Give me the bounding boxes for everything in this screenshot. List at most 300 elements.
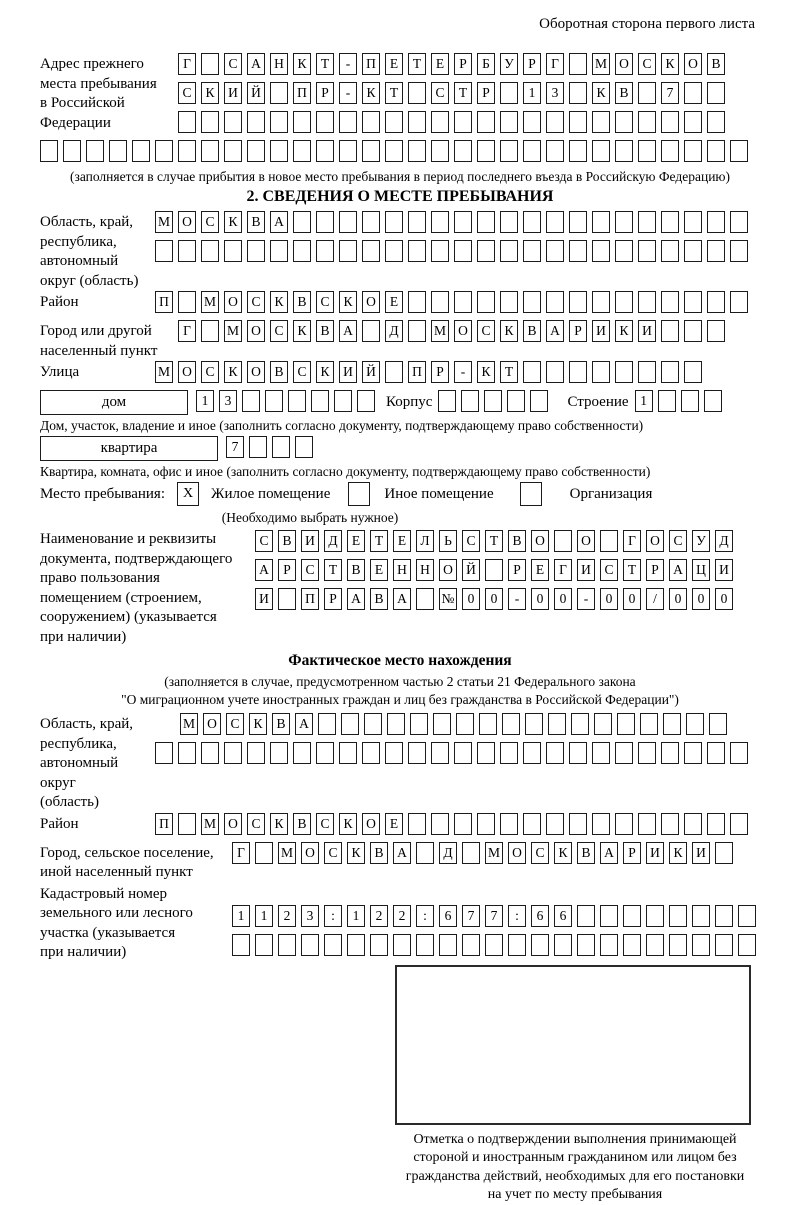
char-box[interactable] <box>707 813 725 835</box>
char-box[interactable]: О <box>362 291 380 313</box>
char-box[interactable]: В <box>247 211 265 233</box>
char-box[interactable]: А <box>393 588 411 610</box>
char-box[interactable] <box>546 140 564 162</box>
char-box[interactable] <box>709 713 727 735</box>
char-box[interactable] <box>715 842 733 864</box>
char-box[interactable] <box>523 361 541 383</box>
char-box[interactable]: Г <box>178 53 196 75</box>
char-box[interactable] <box>431 111 449 133</box>
char-box[interactable]: В <box>293 291 311 313</box>
char-box[interactable]: 0 <box>462 588 480 610</box>
char-box[interactable]: Р <box>508 559 526 581</box>
char-box[interactable] <box>523 291 541 313</box>
char-box[interactable]: К <box>669 842 687 864</box>
char-box[interactable]: С <box>293 361 311 383</box>
char-box[interactable] <box>500 111 518 133</box>
char-box[interactable] <box>615 111 633 133</box>
char-box[interactable] <box>247 111 265 133</box>
char-box[interactable] <box>684 813 702 835</box>
char-box[interactable]: Р <box>623 842 641 864</box>
char-box[interactable]: Й <box>362 361 380 383</box>
char-box[interactable] <box>669 934 687 956</box>
char-box[interactable]: Е <box>385 53 403 75</box>
char-box[interactable]: О <box>301 842 319 864</box>
char-box[interactable] <box>600 905 618 927</box>
char-box[interactable] <box>730 813 748 835</box>
char-box[interactable] <box>684 240 702 262</box>
char-box[interactable] <box>615 211 633 233</box>
char-box[interactable]: П <box>155 291 173 313</box>
char-box[interactable]: Р <box>569 320 587 342</box>
char-box[interactable] <box>454 111 472 133</box>
char-box[interactable]: Т <box>454 82 472 104</box>
char-box[interactable]: О <box>439 559 457 581</box>
char-box[interactable] <box>265 390 283 412</box>
char-box[interactable]: К <box>249 713 267 735</box>
char-box[interactable] <box>178 111 196 133</box>
char-box[interactable] <box>272 436 290 458</box>
char-box[interactable] <box>461 390 479 412</box>
char-box[interactable] <box>523 813 541 835</box>
char-box[interactable] <box>715 905 733 927</box>
char-box[interactable]: С <box>247 291 265 313</box>
char-box[interactable]: П <box>362 53 380 75</box>
char-box[interactable] <box>638 742 656 764</box>
char-box[interactable] <box>155 240 173 262</box>
char-box[interactable]: О <box>247 361 265 383</box>
char-box[interactable]: В <box>577 842 595 864</box>
char-box[interactable] <box>615 140 633 162</box>
char-box[interactable]: В <box>508 530 526 552</box>
char-box[interactable]: Р <box>523 53 541 75</box>
char-box[interactable] <box>615 240 633 262</box>
char-box[interactable]: М <box>592 53 610 75</box>
char-box[interactable]: М <box>201 813 219 835</box>
char-box[interactable] <box>408 813 426 835</box>
char-box[interactable]: Н <box>416 559 434 581</box>
char-box[interactable]: В <box>270 361 288 383</box>
char-box[interactable] <box>523 111 541 133</box>
char-box[interactable]: 0 <box>669 588 687 610</box>
char-box[interactable]: Е <box>531 559 549 581</box>
char-box[interactable] <box>500 813 518 835</box>
char-box[interactable]: С <box>201 211 219 233</box>
checkbox-inoe[interactable] <box>348 482 370 506</box>
char-box[interactable]: А <box>600 842 618 864</box>
char-box[interactable] <box>454 742 472 764</box>
char-box[interactable]: К <box>270 291 288 313</box>
char-box[interactable] <box>410 713 428 735</box>
char-box[interactable]: К <box>201 82 219 104</box>
char-box[interactable]: И <box>224 82 242 104</box>
char-box[interactable]: 1 <box>196 390 214 412</box>
char-box[interactable]: С <box>462 530 480 552</box>
char-box[interactable] <box>247 240 265 262</box>
char-box[interactable]: Й <box>462 559 480 581</box>
char-box[interactable] <box>592 240 610 262</box>
char-box[interactable] <box>324 934 342 956</box>
char-box[interactable] <box>270 82 288 104</box>
char-box[interactable]: С <box>201 361 219 383</box>
char-box[interactable]: Е <box>431 53 449 75</box>
char-box[interactable]: 1 <box>347 905 365 927</box>
char-box[interactable]: И <box>646 842 664 864</box>
char-box[interactable]: О <box>577 530 595 552</box>
char-box[interactable]: 0 <box>485 588 503 610</box>
char-box[interactable]: А <box>393 842 411 864</box>
char-box[interactable] <box>278 588 296 610</box>
char-box[interactable] <box>592 111 610 133</box>
char-box[interactable]: К <box>339 813 357 835</box>
char-box[interactable]: К <box>500 320 518 342</box>
char-box[interactable] <box>341 713 359 735</box>
char-box[interactable]: К <box>347 842 365 864</box>
char-box[interactable]: В <box>272 713 290 735</box>
char-box[interactable]: № <box>439 588 457 610</box>
char-box[interactable]: А <box>255 559 273 581</box>
char-box[interactable]: О <box>247 320 265 342</box>
char-box[interactable] <box>347 934 365 956</box>
char-box[interactable] <box>569 813 587 835</box>
char-box[interactable]: 7 <box>485 905 503 927</box>
char-box[interactable]: М <box>278 842 296 864</box>
char-box[interactable] <box>646 905 664 927</box>
char-box[interactable]: И <box>577 559 595 581</box>
char-box[interactable]: О <box>362 813 380 835</box>
char-box[interactable]: К <box>339 291 357 313</box>
char-box[interactable] <box>569 140 587 162</box>
char-box[interactable] <box>477 211 495 233</box>
char-box[interactable] <box>385 111 403 133</box>
char-box[interactable] <box>502 713 520 735</box>
char-box[interactable] <box>232 934 250 956</box>
char-box[interactable] <box>692 934 710 956</box>
char-box[interactable]: Р <box>431 361 449 383</box>
char-box[interactable] <box>523 240 541 262</box>
char-box[interactable] <box>293 211 311 233</box>
char-box[interactable]: В <box>293 813 311 835</box>
char-box[interactable] <box>730 240 748 262</box>
char-box[interactable] <box>508 934 526 956</box>
char-box[interactable] <box>247 140 265 162</box>
char-box[interactable] <box>477 742 495 764</box>
char-box[interactable] <box>178 742 196 764</box>
char-box[interactable] <box>623 905 641 927</box>
char-box[interactable] <box>339 211 357 233</box>
char-box[interactable]: К <box>554 842 572 864</box>
char-box[interactable] <box>288 390 306 412</box>
char-box[interactable]: О <box>508 842 526 864</box>
char-box[interactable]: : <box>416 905 434 927</box>
char-box[interactable]: С <box>316 813 334 835</box>
char-box[interactable] <box>640 713 658 735</box>
char-box[interactable]: М <box>155 361 173 383</box>
char-box[interactable] <box>439 934 457 956</box>
char-box[interactable]: : <box>508 905 526 927</box>
char-box[interactable] <box>408 111 426 133</box>
char-box[interactable]: И <box>692 842 710 864</box>
char-box[interactable]: О <box>615 53 633 75</box>
char-box[interactable] <box>638 82 656 104</box>
char-box[interactable]: И <box>715 559 733 581</box>
char-box[interactable] <box>592 140 610 162</box>
char-box[interactable] <box>592 361 610 383</box>
char-box[interactable] <box>201 320 219 342</box>
char-box[interactable] <box>707 140 725 162</box>
char-box[interactable] <box>523 742 541 764</box>
char-box[interactable] <box>408 211 426 233</box>
char-box[interactable] <box>178 813 196 835</box>
char-box[interactable] <box>201 53 219 75</box>
char-box[interactable] <box>615 291 633 313</box>
char-box[interactable] <box>615 742 633 764</box>
char-box[interactable] <box>577 905 595 927</box>
char-box[interactable]: С <box>324 842 342 864</box>
char-box[interactable] <box>408 742 426 764</box>
char-box[interactable] <box>393 934 411 956</box>
char-box[interactable] <box>715 934 733 956</box>
char-box[interactable]: К <box>293 320 311 342</box>
char-box[interactable] <box>730 211 748 233</box>
char-box[interactable]: К <box>293 53 311 75</box>
char-box[interactable] <box>339 140 357 162</box>
char-box[interactable] <box>484 390 502 412</box>
char-box[interactable] <box>454 140 472 162</box>
char-box[interactable] <box>270 240 288 262</box>
char-box[interactable]: 2 <box>370 905 388 927</box>
char-box[interactable] <box>408 82 426 104</box>
char-box[interactable]: А <box>669 559 687 581</box>
char-box[interactable] <box>546 240 564 262</box>
char-box[interactable]: С <box>255 530 273 552</box>
char-box[interactable] <box>385 211 403 233</box>
char-box[interactable]: С <box>638 53 656 75</box>
char-box[interactable] <box>617 713 635 735</box>
char-box[interactable] <box>638 111 656 133</box>
char-box[interactable]: Е <box>393 530 411 552</box>
char-box[interactable]: О <box>224 813 242 835</box>
char-box[interactable]: И <box>255 588 273 610</box>
char-box[interactable] <box>479 713 497 735</box>
char-box[interactable] <box>661 240 679 262</box>
char-box[interactable] <box>730 742 748 764</box>
char-box[interactable]: 1 <box>635 390 653 412</box>
char-box[interactable] <box>569 82 587 104</box>
char-box[interactable]: 1 <box>255 905 273 927</box>
char-box[interactable] <box>431 742 449 764</box>
char-box[interactable]: К <box>316 361 334 383</box>
char-box[interactable] <box>293 140 311 162</box>
char-box[interactable] <box>385 240 403 262</box>
char-box[interactable] <box>416 842 434 864</box>
char-box[interactable]: Е <box>385 291 403 313</box>
char-box[interactable]: М <box>201 291 219 313</box>
char-box[interactable]: В <box>707 53 725 75</box>
char-box[interactable]: С <box>531 842 549 864</box>
char-box[interactable] <box>681 390 699 412</box>
char-box[interactable] <box>249 436 267 458</box>
char-box[interactable] <box>684 742 702 764</box>
char-box[interactable] <box>546 291 564 313</box>
char-box[interactable]: Г <box>546 53 564 75</box>
char-box[interactable] <box>270 742 288 764</box>
char-box[interactable]: А <box>347 588 365 610</box>
char-box[interactable]: С <box>600 559 618 581</box>
char-box[interactable]: А <box>546 320 564 342</box>
char-box[interactable] <box>669 905 687 927</box>
char-box[interactable] <box>638 211 656 233</box>
char-box[interactable]: И <box>339 361 357 383</box>
char-box[interactable]: И <box>301 530 319 552</box>
char-box[interactable] <box>438 390 456 412</box>
char-box[interactable] <box>707 291 725 313</box>
char-box[interactable] <box>63 140 81 162</box>
char-box[interactable] <box>416 934 434 956</box>
char-box[interactable]: - <box>339 82 357 104</box>
char-box[interactable]: 2 <box>393 905 411 927</box>
char-box[interactable] <box>600 530 618 552</box>
char-box[interactable]: Р <box>646 559 664 581</box>
char-box[interactable]: С <box>477 320 495 342</box>
char-box[interactable]: А <box>270 211 288 233</box>
char-box[interactable] <box>707 742 725 764</box>
char-box[interactable] <box>339 111 357 133</box>
char-box[interactable]: 2 <box>278 905 296 927</box>
char-box[interactable]: О <box>646 530 664 552</box>
char-box[interactable]: К <box>270 813 288 835</box>
char-box[interactable] <box>224 240 242 262</box>
char-box[interactable]: П <box>301 588 319 610</box>
char-box[interactable] <box>594 713 612 735</box>
char-box[interactable] <box>456 713 474 735</box>
char-box[interactable] <box>548 713 566 735</box>
char-box[interactable] <box>132 140 150 162</box>
char-box[interactable] <box>663 713 681 735</box>
char-box[interactable] <box>295 436 313 458</box>
char-box[interactable] <box>684 140 702 162</box>
char-box[interactable] <box>707 82 725 104</box>
char-box[interactable]: - <box>577 588 595 610</box>
char-box[interactable] <box>242 390 260 412</box>
char-box[interactable]: О <box>178 211 196 233</box>
char-box[interactable]: И <box>638 320 656 342</box>
char-box[interactable] <box>554 530 572 552</box>
char-box[interactable]: О <box>531 530 549 552</box>
char-box[interactable]: М <box>180 713 198 735</box>
char-box[interactable]: О <box>224 291 242 313</box>
char-box[interactable] <box>707 240 725 262</box>
char-box[interactable] <box>546 111 564 133</box>
char-box[interactable]: Д <box>385 320 403 342</box>
char-box[interactable] <box>600 934 618 956</box>
char-box[interactable]: Н <box>270 53 288 75</box>
char-box[interactable] <box>318 713 336 735</box>
char-box[interactable] <box>316 240 334 262</box>
char-box[interactable]: К <box>362 82 380 104</box>
char-box[interactable] <box>454 240 472 262</box>
char-box[interactable] <box>201 742 219 764</box>
char-box[interactable] <box>707 111 725 133</box>
char-box[interactable]: О <box>203 713 221 735</box>
char-box[interactable] <box>477 291 495 313</box>
char-box[interactable] <box>684 111 702 133</box>
char-box[interactable] <box>569 291 587 313</box>
char-box[interactable] <box>661 211 679 233</box>
char-box[interactable]: 0 <box>531 588 549 610</box>
char-box[interactable]: О <box>178 361 196 383</box>
char-box[interactable] <box>661 361 679 383</box>
char-box[interactable] <box>523 211 541 233</box>
char-box[interactable]: В <box>615 82 633 104</box>
char-box[interactable]: К <box>592 82 610 104</box>
char-box[interactable] <box>408 140 426 162</box>
char-box[interactable]: Т <box>623 559 641 581</box>
char-box[interactable]: Д <box>439 842 457 864</box>
char-box[interactable] <box>684 211 702 233</box>
char-box[interactable] <box>362 140 380 162</box>
char-box[interactable]: : <box>324 905 342 927</box>
char-box[interactable]: Т <box>324 559 342 581</box>
char-box[interactable] <box>362 211 380 233</box>
char-box[interactable] <box>86 140 104 162</box>
char-box[interactable] <box>592 813 610 835</box>
char-box[interactable]: А <box>295 713 313 735</box>
char-box[interactable] <box>408 291 426 313</box>
char-box[interactable]: О <box>454 320 472 342</box>
char-box[interactable]: 6 <box>439 905 457 927</box>
char-box[interactable] <box>485 559 503 581</box>
char-box[interactable] <box>301 934 319 956</box>
char-box[interactable]: М <box>485 842 503 864</box>
char-box[interactable] <box>569 111 587 133</box>
char-box[interactable] <box>684 320 702 342</box>
char-box[interactable]: С <box>431 82 449 104</box>
char-box[interactable] <box>546 211 564 233</box>
char-box[interactable] <box>523 140 541 162</box>
char-box[interactable] <box>569 53 587 75</box>
char-box[interactable] <box>704 390 722 412</box>
char-box[interactable]: Т <box>385 82 403 104</box>
char-box[interactable]: С <box>178 82 196 104</box>
char-box[interactable] <box>178 291 196 313</box>
char-box[interactable]: С <box>224 53 242 75</box>
char-box[interactable]: - <box>508 588 526 610</box>
char-box[interactable] <box>569 361 587 383</box>
char-box[interactable] <box>201 140 219 162</box>
char-box[interactable]: 7 <box>226 436 244 458</box>
char-box[interactable]: Е <box>385 813 403 835</box>
char-box[interactable]: К <box>224 361 242 383</box>
char-box[interactable]: В <box>316 320 334 342</box>
char-box[interactable] <box>40 140 58 162</box>
char-box[interactable] <box>738 934 756 956</box>
char-box[interactable]: Т <box>408 53 426 75</box>
char-box[interactable] <box>623 934 641 956</box>
char-box[interactable] <box>431 240 449 262</box>
char-box[interactable] <box>730 291 748 313</box>
char-box[interactable] <box>316 742 334 764</box>
char-box[interactable] <box>477 240 495 262</box>
char-box[interactable]: Р <box>454 53 472 75</box>
char-box[interactable] <box>507 390 525 412</box>
char-box[interactable] <box>530 390 548 412</box>
char-box[interactable] <box>730 140 748 162</box>
char-box[interactable] <box>433 713 451 735</box>
char-box[interactable]: П <box>408 361 426 383</box>
char-box[interactable]: Р <box>316 82 334 104</box>
char-box[interactable] <box>546 813 564 835</box>
char-box[interactable] <box>255 842 273 864</box>
